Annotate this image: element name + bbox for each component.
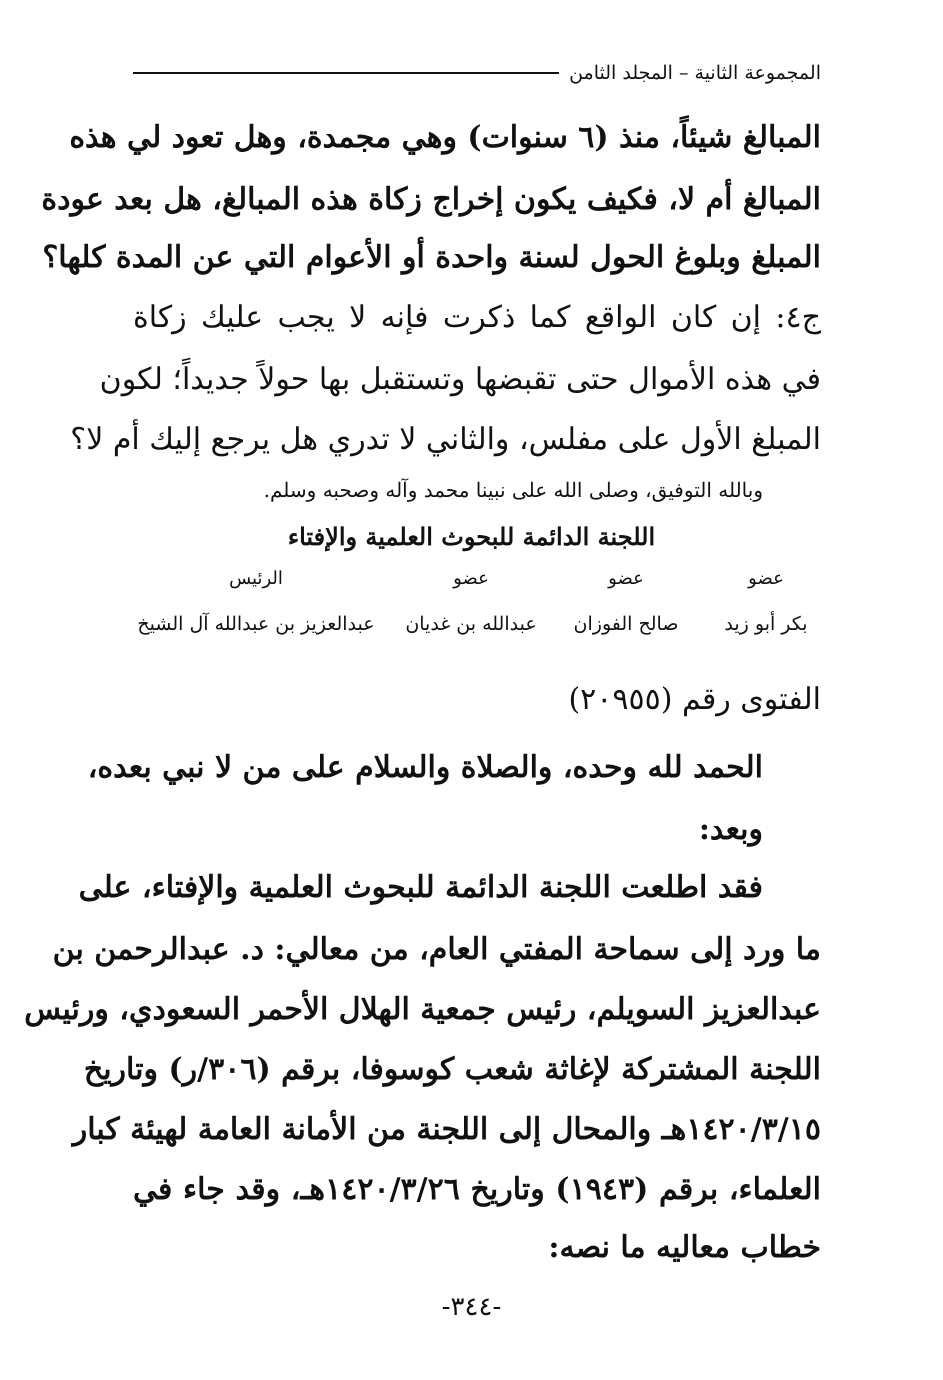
signatory: [376, 564, 566, 644]
fatwa-line: العلماء، برقم (١٩٤٣) وتاريخ ١٤٢٠/٣/٢٦هـ، وقد جاء في: [133, 1172, 822, 1207]
signatory-role: عضو: [608, 568, 644, 589]
answer-line: المبلغ الأول على مفلس، والثاني لا تدري هل يرجع إليك أم لا؟: [70, 422, 821, 457]
signatory-name: بكر أبو زيد: [724, 613, 808, 635]
signatories: [133, 564, 821, 654]
signatory-role: عضو: [453, 568, 489, 589]
fatwa-line: عبدالعزيز السويلم، رئيس جمعية الهلال الأحمر السعودي، ورئيس: [24, 992, 821, 1027]
fatwa-line: خطاب معاليه ما نصه:: [548, 1230, 821, 1265]
fatwa-line: اللجنة المشتركة لإغاثة شعب كوسوفا، برقم (٣٠٦/ر) وتاريخ: [83, 1052, 821, 1087]
signatory-name: عبدالعزيز بن عبدالله آل الشيخ: [137, 613, 375, 635]
signatory-name: صالح الفوزان: [573, 613, 679, 635]
answer-line: المبالغ أم لا، فكيف يكون إخراج زكاة هذه المبالغ، هل بعد عودة: [41, 182, 821, 217]
signatory-name: عبدالله بن غديان: [405, 613, 537, 635]
running-header: [133, 62, 821, 84]
answer-line: في هذه الأموال حتى تقبضها وتستقبل بها حولاً جديداً؛ لكون: [99, 362, 821, 397]
signatory-role: الرئيس: [229, 568, 283, 589]
fatwa-line: وبعد:: [698, 812, 763, 847]
closing-formula: وبالله التوفيق، وصلى الله على نبينا محمد وآله وصحبه وسلم.: [263, 478, 763, 502]
header-rule: [133, 72, 559, 74]
fatwa-line: ١٤٢٠/٣/١٥هـ والمحال إلى اللجنة من الأمانة العامة لهيئة كبار: [72, 1112, 821, 1147]
header-title: المجموعة الثانية – المجلد الثامن: [569, 62, 821, 84]
page-number: -٣٤٤-: [441, 1292, 502, 1322]
answer-line: المبالغ شيئاً، منذ (٦ سنوات) وهي مجمدة، وهل تعود لي هذه: [69, 120, 821, 155]
fatwa-title: الفتوى رقم (٢٠٩٥٥): [568, 682, 821, 717]
answer-line: المبلغ وبلوغ الحول لسنة واحدة أو الأعوام التي عن المدة كلها؟: [42, 240, 821, 275]
signatory-role: عضو: [748, 568, 784, 589]
fatwa-line: فقد اطلعت اللجنة الدائمة للبحوث العلمية والإفتاء، على: [78, 870, 763, 905]
committee-name: اللجنة الدائمة للبحوث العلمية والإفتاء: [287, 522, 656, 551]
answer-line: ج٤: إن كان الواقع كما ذكرت فإنه لا يجب عليك زكاة: [133, 300, 821, 335]
fatwa-line: ما ورد إلى سماحة المفتي العام، من معالي: د. عبدالرحمن بن: [52, 932, 821, 967]
fatwa-line: الحمد لله وحده، والصلاة والسلام على من لا نبي بعده،: [87, 750, 763, 785]
signatory: [131, 564, 381, 644]
